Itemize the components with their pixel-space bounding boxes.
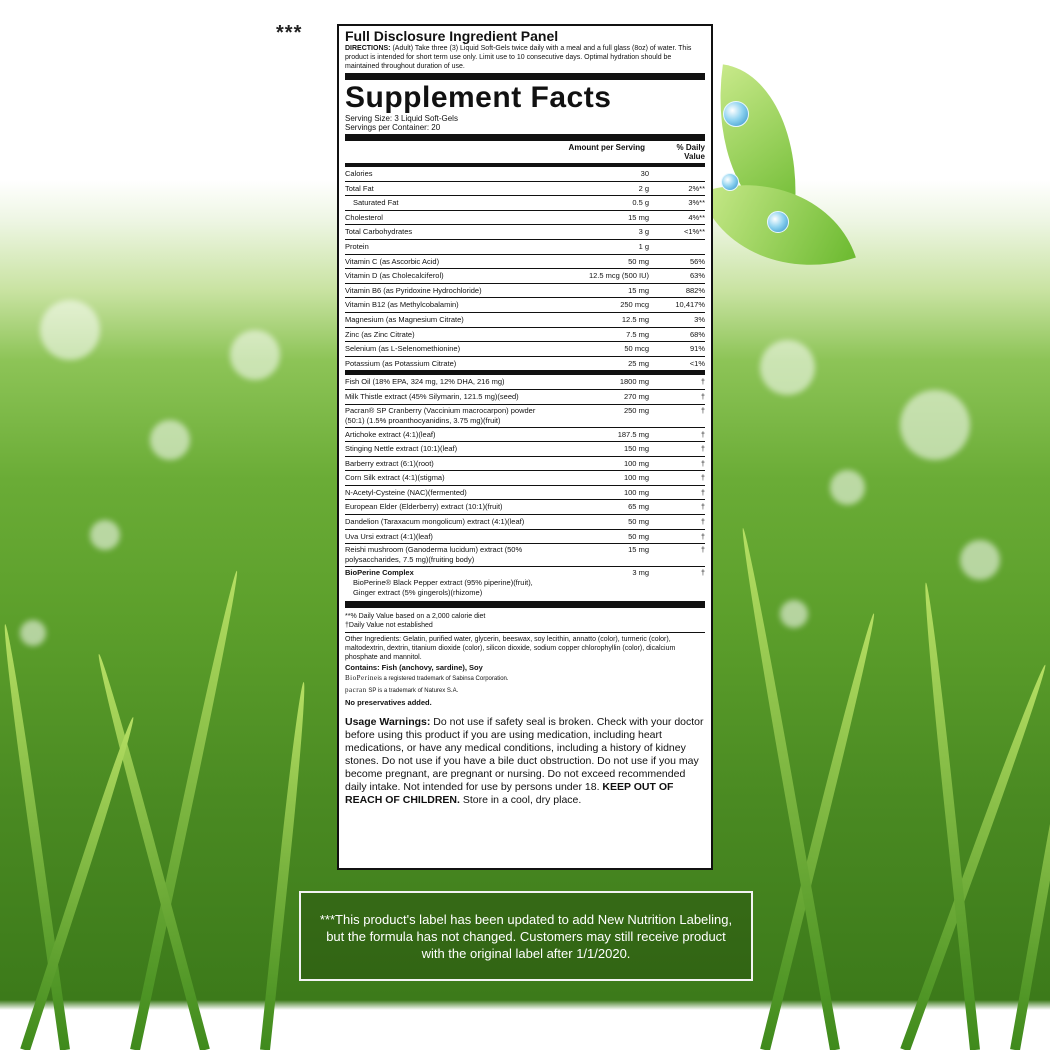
row-dv: †: [700, 487, 705, 497]
row-dv: †: [700, 473, 705, 483]
bokeh-light: [960, 540, 1000, 580]
table-row: [345, 255, 705, 270]
bokeh-light: [830, 470, 865, 505]
bioperine-dv: †: [700, 568, 705, 578]
row-amount: 270 mg: [623, 391, 649, 401]
row-dv: 4%**: [688, 212, 705, 222]
row-dv: 63%: [689, 271, 705, 281]
asterisk-marker: ***: [276, 22, 303, 44]
water-droplet: [723, 101, 749, 127]
table-row: [345, 211, 705, 226]
other-ingredients: Other Ingredients: Gelatin, purified water, glycerin, beeswax, soy lecithin, annatto (color), turmeric (color), maltodextrin, dextrin, titanium dioxide (color), silicon dioxide, sodium copper chlorophyllin (color), dicalcium phosphate and mannitol.: [345, 636, 676, 662]
bioperine-line2: Ginger extract (5% gingerols)(rhizome): [353, 588, 483, 598]
row-amount: 100 mg: [623, 458, 649, 468]
disclosure-title: Full Disclosure Ingredient Panel: [345, 28, 559, 44]
row-name: Uva Ursi extract (4:1)(leaf): [345, 531, 433, 541]
bioperine-logo: BioPerine: [345, 674, 378, 683]
grass-blade: [260, 682, 309, 1050]
footnote-not-established: †Daily Value not established: [345, 622, 433, 630]
table-row: [345, 225, 705, 240]
row-amount: 150 mg: [623, 444, 649, 454]
row-name: Total Fat: [345, 183, 374, 193]
row-amount: 65 mg: [628, 502, 649, 512]
footnote-dv: **% Daily Value based on a 2,000 calorie diet: [345, 613, 486, 621]
row-amount: 15 mg: [628, 212, 649, 222]
no-preservatives: No preservatives added.: [345, 698, 432, 708]
allergen-contains: Contains: Fish (anchovy, sardine), Soy: [345, 663, 483, 673]
bokeh-light: [20, 620, 46, 646]
row-name: Cholesterol: [345, 212, 383, 222]
row-dv: †: [700, 545, 705, 555]
row-dv: †: [700, 444, 705, 454]
trademark-pacran: [345, 685, 705, 697]
bokeh-light: [40, 300, 100, 360]
divider: [345, 134, 705, 141]
bokeh-light: [90, 520, 120, 550]
row-dv: 3%: [694, 314, 705, 324]
table-row: [345, 390, 705, 405]
row-amount: 7.5 mg: [626, 329, 649, 339]
row-amount: 15 mg: [628, 285, 649, 295]
row-dv: †: [700, 429, 705, 439]
row-name: Artichoke extract (4:1)(leaf): [345, 429, 436, 439]
footnotes: [345, 610, 705, 633]
row-amount: 50 mg: [628, 517, 649, 527]
row-name: Saturated Fat: [353, 198, 399, 208]
row-name: Magnesium (as Magnesium Citrate): [345, 314, 464, 324]
storage-text: Store in a cool, dry place.: [459, 794, 582, 807]
usage-warnings: [345, 708, 705, 807]
row-amount: 187.5 mg: [617, 429, 649, 439]
row-amount: 30: [640, 169, 649, 178]
row-dv: <1%: [689, 358, 705, 368]
row-amount: 12.5 mcg (500 IU): [588, 271, 649, 281]
trademark-pacran-text: SP is a trademark of Naturex S.A.: [368, 688, 459, 695]
row-amount: 3 g: [638, 227, 649, 237]
bokeh-light: [230, 330, 280, 380]
row-name: Selenium (as L-Selenomethionine): [345, 344, 461, 354]
row-amount: 50 mg: [628, 531, 649, 541]
row-name: European Elder (Elderberry) extract (10:1)(fruit): [345, 502, 503, 512]
row-name: Protein: [345, 241, 369, 251]
row-name: Zinc (as Zinc Citrate): [345, 329, 415, 339]
trademark-bioperine-text: is a registered trademark of Sabinsa Corporation.: [377, 676, 509, 683]
dv-column-header: % Daily Value: [676, 143, 705, 161]
bioperine-line1: BioPerine® Black Pepper extract (95% piperine)(fruit),: [353, 578, 533, 588]
water-droplet: [767, 211, 789, 233]
bokeh-light: [150, 420, 190, 460]
table-row: [345, 515, 705, 530]
bokeh-light: [780, 600, 808, 628]
row-amount: 50 mg: [628, 256, 649, 266]
nutrient-table: [345, 167, 705, 371]
table-row: [345, 544, 705, 567]
table-row: [345, 313, 705, 328]
water-droplet: [721, 173, 739, 191]
row-name: Reishi mushroom (Ganoderma lucidum) extract (50% polysaccharides, 7.5 mg)(fruiting body): [345, 545, 523, 565]
row-amount: 100 mg: [623, 487, 649, 497]
table-row: [345, 457, 705, 472]
row-dv: 2%**: [688, 183, 705, 193]
table-row: [345, 182, 705, 197]
table-row: [345, 530, 705, 545]
serving-size: Serving Size: 3 Liquid Soft-Gels: [345, 114, 458, 123]
row-dv: †: [700, 531, 705, 541]
bioperine-row: [345, 567, 705, 599]
bokeh-light: [760, 340, 815, 395]
row-amount: 250 mg: [623, 405, 649, 415]
row-name: Corn Silk extract (4:1)(stigma): [345, 473, 445, 483]
row-amount: 250 mcg: [620, 300, 649, 310]
row-dv: 68%: [689, 329, 705, 339]
row-dv: 91%: [689, 344, 705, 354]
row-dv: †: [700, 405, 705, 415]
row-name: Calories: [345, 169, 373, 178]
row-dv: 56%: [689, 256, 705, 266]
row-name: Stinging Nettle extract (10:1)(leaf): [345, 444, 458, 454]
row-dv: †: [700, 377, 705, 387]
row-name: Vitamin B6 (as Pyridoxine Hydrochloride): [345, 285, 482, 295]
row-dv: <1%**: [683, 227, 705, 237]
table-row: [345, 240, 705, 255]
table-row: [345, 357, 705, 372]
table-row: [345, 442, 705, 457]
row-name: Vitamin C (as Ascorbic Acid): [345, 256, 440, 266]
bioperine-name: BioPerine Complex: [345, 568, 414, 578]
trademark-bioperine: [345, 673, 705, 685]
row-dv: †: [700, 458, 705, 468]
row-amount: 1800 mg: [619, 377, 649, 387]
row-dv: †: [700, 517, 705, 527]
divider: [345, 73, 705, 80]
directions-text: (Adult) Take three (3) Liquid Soft-Gels twice daily with a meal and a full glass (8oz) of water. This product is intended for short term use only. Limit use to 10 consecutive days. Optimal hydration should be maintained throughout duration of use.: [345, 45, 692, 70]
keep-out-of-reach: KEEP OUT OF REACH OF CHILDREN.: [345, 781, 674, 807]
row-dv: 3%**: [688, 198, 705, 208]
divider: [345, 601, 705, 608]
row-amount: 25 mg: [628, 358, 649, 368]
row-dv: 882%: [685, 285, 705, 295]
table-row: [345, 486, 705, 501]
directions-label: DIRECTIONS:: [345, 45, 391, 52]
table-row: [345, 375, 705, 390]
row-name: Vitamin D (as Cholecalciferol): [345, 271, 444, 281]
row-amount: 1 g: [638, 241, 649, 251]
supplement-facts-title: Supplement Facts: [345, 81, 612, 114]
row-name: Fish Oil (18% EPA, 324 mg, 12% DHA, 216 mg): [345, 377, 505, 387]
table-row: [345, 328, 705, 343]
row-name: Barberry extract (6:1)(root): [345, 458, 434, 468]
row-name: Total Carbohydrates: [345, 227, 413, 237]
table-row: [345, 500, 705, 515]
row-name: Dandelion (Taraxacum mongolicum) extract (4:1)(leaf): [345, 517, 525, 527]
label-update-notice: ***This product's label has been updated to add New Nutrition Labeling, but the formula has not changed. Customers may still receive product with the original label after 1/1/2020.: [299, 891, 753, 981]
table-row: [345, 284, 705, 299]
bokeh-light: [900, 390, 970, 460]
amount-column-header: Amount per Serving: [568, 143, 645, 152]
row-dv: 10,417%: [675, 300, 705, 310]
row-dv: †: [700, 502, 705, 512]
row-dv: [663, 240, 705, 254]
bioperine-amount: 3 mg: [632, 568, 649, 578]
pacran-logo: pacran: [345, 686, 367, 695]
grass-blade: [0, 623, 70, 1050]
row-amount: 100 mg: [623, 473, 649, 483]
row-amount: 0.5 g: [632, 198, 649, 208]
warnings-label: Usage Warnings:: [345, 716, 431, 729]
servings-per-container: Servings per Container: 20: [345, 123, 441, 132]
row-dv: [663, 167, 705, 181]
table-row: [345, 298, 705, 313]
row-amount: 12.5 mg: [621, 314, 649, 324]
row-amount: 2 g: [638, 183, 649, 193]
table-row: [345, 269, 705, 284]
ingredient-table: [345, 375, 705, 567]
row-name: Potassium (as Potassium Citrate): [345, 358, 457, 368]
table-row: [345, 405, 705, 428]
row-dv: †: [700, 391, 705, 401]
row-name: Pacran® SP Cranberry (Vaccinium macrocarpon) powder (50:1) (1.5% proanthocyanidins, 3.75 mg)(fruit): [345, 405, 536, 425]
row-amount: 15 mg: [628, 545, 649, 555]
directions: [345, 44, 705, 71]
table-row: [345, 428, 705, 443]
table-row: [345, 342, 705, 357]
row-name: Milk Thistle extract (45% Silymarin, 121.5 mg)(seed): [345, 391, 519, 401]
row-name: N-Acetyl-Cysteine (NAC)(fermented): [345, 487, 467, 497]
table-row: [345, 196, 705, 211]
table-header: [345, 141, 705, 167]
table-row: [345, 471, 705, 486]
table-row: [345, 167, 705, 182]
row-name: Vitamin B12 (as Methylcobalamin): [345, 300, 459, 310]
supplement-label: [337, 24, 713, 870]
row-amount: 50 mcg: [624, 344, 649, 354]
warnings-text: Do not use if safety seal is broken. Check with your doctor before using this product if you are using medication, including heart medications, or have any medical conditions, including a history of kidney stones. Do not use if you have a bile duct obstruction. Do not use if you may become pregnant, are pregnant or nursing. Do not exceed recommended daily intake. Not intended for use by persons under 18.: [345, 716, 704, 794]
